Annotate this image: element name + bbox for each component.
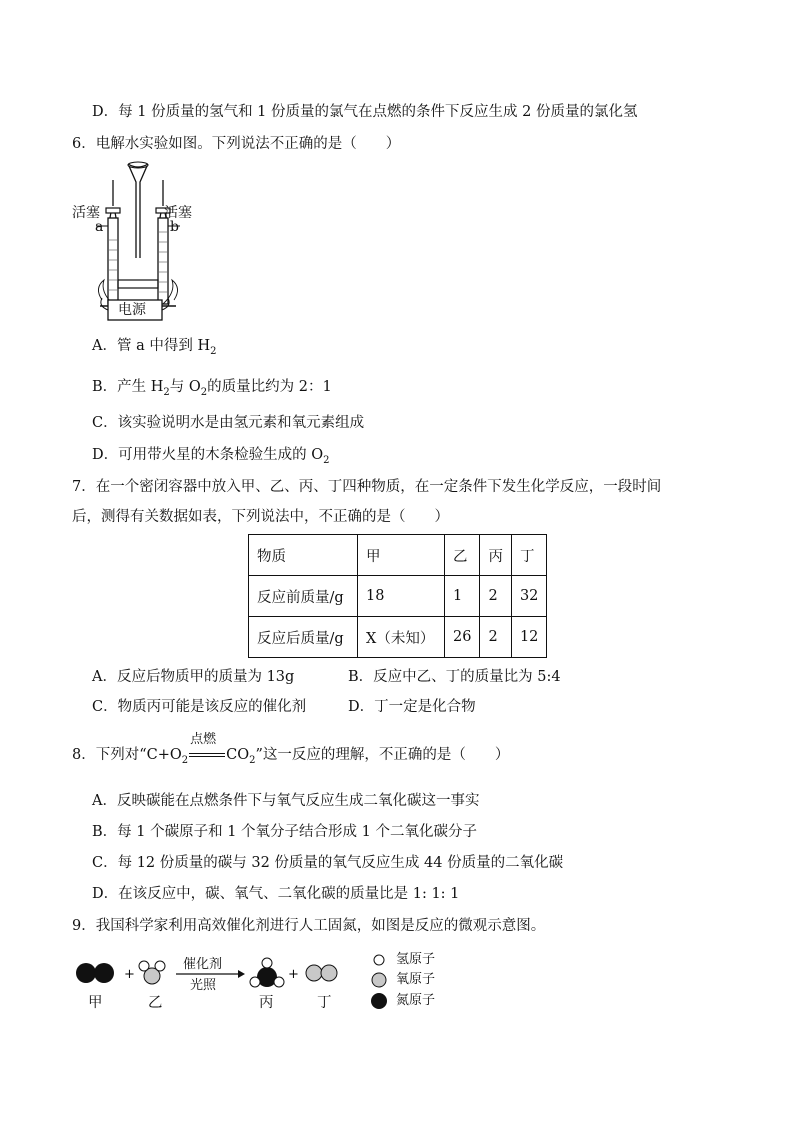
table-cell: 反应后质量/g <box>249 617 358 658</box>
q6-option-d: D．可用带火星的木条检验生成的 $O_2$ <box>92 447 330 466</box>
table-cell: 1 <box>445 576 480 617</box>
light-label: 光照 <box>190 978 217 993</box>
nitrogen-atom-icon <box>76 963 96 983</box>
q7-option-b: B．反应中乙、丁的质量比为 5:4 <box>348 669 561 685</box>
nitrogen-atom-icon <box>371 993 387 1009</box>
label-ding: 丁 <box>317 995 332 1011</box>
q7-option-c: C．物质丙可能是该反应的催化剂 <box>92 699 307 715</box>
table-cell: 乙 <box>445 535 480 576</box>
q7-option-d: D．丁一定是化合物 <box>348 699 476 715</box>
table-cell: 反应前质量/g <box>249 576 358 617</box>
table-cell: X（未知） <box>358 617 445 658</box>
q7-data-table <box>248 534 547 658</box>
table-cell: 18 <box>358 576 445 617</box>
q5-option-d: D．每 1 份质量的氢气和 1 份质量的氯气在点燃的条件下反应生成 2 份质量的氯化氢 <box>92 104 638 120</box>
q7-stem-line2: 后，测得有关数据如表，下列说法中，不正确的是（ ） <box>72 509 449 525</box>
table-cell: 物质 <box>249 535 358 576</box>
right-stopcock-label: 活塞 <box>164 205 192 221</box>
reaction-condition: 点燃 <box>188 745 226 765</box>
label-jia: 甲 <box>88 995 103 1011</box>
table-cell: 26 <box>445 617 480 658</box>
legend-oxygen: 氧原子 <box>396 972 436 987</box>
q7-option-a: A．反应后物质甲的质量为 13g <box>92 669 295 685</box>
q8-stem: 8．下列对“$C+O_2$ 点燃 $CO_2$”这一反应的理解，不正确的是（ ） <box>72 732 510 766</box>
catalyst-label: 催化剂 <box>183 957 223 972</box>
q7-stem-line1: 7．在一个密闭容器中放入甲、乙、丙、丁四种物质，在一定条件下发生化学反应，一段时间 <box>72 479 662 495</box>
nitrogen-atom-icon <box>94 963 114 983</box>
table-row <box>249 617 547 658</box>
plus-sign: + <box>124 967 135 982</box>
q6-option-a: A．管 a 中得到 $H_2$ <box>92 338 217 357</box>
q8-option-d: D．在该反应中，碳、氧气、二氧化碳的质量比是 1: 1: 1 <box>92 886 460 902</box>
q9-stem: 9．我国科学家利用高效催化剂进行人工固氮，如图是反应的微观示意图。 <box>72 918 546 934</box>
electrolysis-apparatus-figure <box>70 160 210 322</box>
q8-option-b: B．每 1 个碳原子和 1 个氧分子结合形成 1 个二氧化碳分子 <box>92 824 477 840</box>
label-yi: 乙 <box>148 995 163 1011</box>
table-row <box>249 576 547 617</box>
table-cell: 丙 <box>480 535 512 576</box>
table-cell: 12 <box>511 617 546 658</box>
table-cell: 32 <box>511 576 546 617</box>
tube-b-label: b <box>170 219 179 235</box>
table-cell: 甲 <box>358 535 445 576</box>
plus-sign: + <box>288 967 299 982</box>
q8-option-c: C．每 12 份质量的碳与 32 份质量的氧气反应生成 44 份质量的二氧化碳 <box>92 855 564 871</box>
legend-hydrogen: 氢原子 <box>396 952 436 967</box>
label-bing: 丙 <box>259 995 274 1011</box>
tube-a-label: a <box>95 219 104 235</box>
table-header-row <box>249 535 547 576</box>
q6-stem: 6．电解水实验如图。下列说法不正确的是（ ） <box>72 136 401 152</box>
legend-nitrogen: 氮原子 <box>396 993 436 1008</box>
table-cell: 2 <box>480 617 512 658</box>
q8-option-a: A．反映碳能在点燃条件下与氧气反应生成二氧化碳这一事实 <box>92 793 480 809</box>
q6-option-b: B．产生 $H_2$与 $O_2$的质量比约为 2：1 <box>92 379 332 398</box>
hydrogen-atom-icon <box>374 955 384 965</box>
table-cell: 2 <box>480 576 512 617</box>
power-source-label: 电源 <box>118 302 146 318</box>
oxygen-atom-icon <box>372 973 386 987</box>
left-stopcock-label: 活塞 <box>72 205 100 221</box>
table-cell: 丁 <box>511 535 546 576</box>
q6-option-c: C．该实验说明水是由氢元素和氧元素组成 <box>92 415 365 431</box>
